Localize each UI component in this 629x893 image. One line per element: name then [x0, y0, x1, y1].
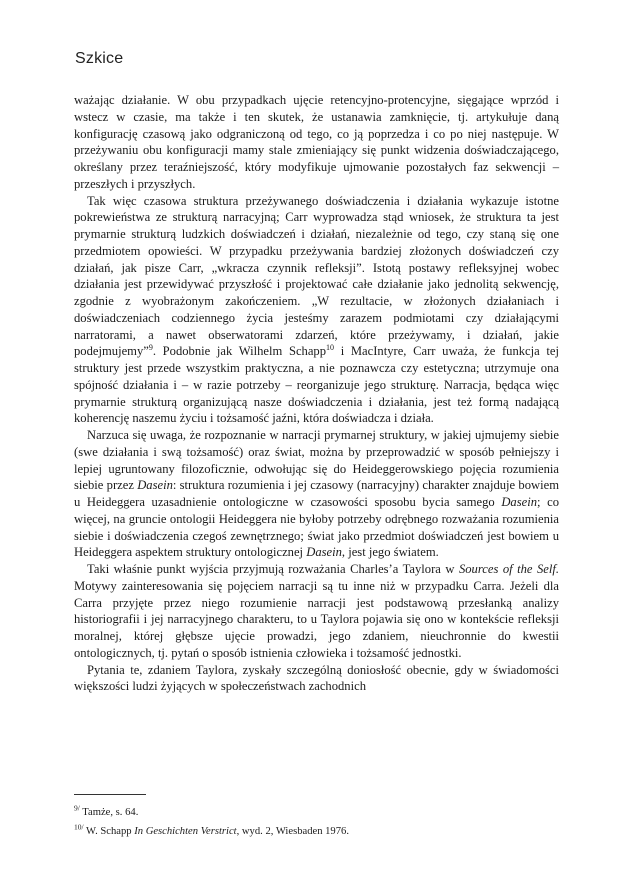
footnote-9-mark: 9/	[74, 803, 80, 813]
footnote-10-text-a: W. Schapp	[83, 826, 135, 837]
paragraph-4	[74, 561, 559, 662]
paragraph-3-text-a: Narzuca się uwaga, że rozpoznanie w narracji prymarnej struktury, w jakiej ujmujemy siebie (swe działania i swą tożsamość) oraz świat, można by przeprowadzić w sposób pełniejszy i lepiej ugruntowany filozoficznie, odwołując się do Heideggerowskiego pojęcia rozumienia siebie przez	[74, 428, 559, 493]
term-dasein-2: Dasein	[501, 495, 537, 509]
footnote-10-book-title: In Geschichten Verstrict	[134, 826, 237, 837]
footnote-ref-10[interactable]: 10	[326, 343, 335, 353]
footnote-9-text: Tamże, s. 64.	[79, 807, 139, 818]
footnote-divider	[74, 794, 146, 795]
term-dasein-1: Dasein	[137, 478, 173, 493]
paragraph-3	[74, 427, 559, 561]
paragraph-5: Pytania te, zdaniem Taylora, zyskały szczególną doniosłość obecnie, gdy w świadomości większości ludzi żyjących w społeczeństwach zachodnich	[74, 662, 559, 694]
book-title-sources-of-the-self: Sources of the Self.	[458, 562, 559, 576]
paragraph-2	[74, 193, 559, 428]
body-text	[74, 92, 559, 695]
footnote-10-text-b: , wyd. 2, Wiesbaden 1976.	[236, 826, 349, 837]
paragraph-1: ważając działanie. W obu przypadkach ujęcie retencyjno-protencyjne, sięgające wprzód i wstecz w czasie, ma także i ten skutek, że ustanawia zamknięcie, tj. artykułuje daną konfigurację czasową jako odgraniczoną od tego, co ją poprzedza i co po niej następuje. W przeżywaniu obu konfiguracji mamy stale zmieniający się punkt widzenia doświadczającego, określany przez teraźniejszość, który modyfikuje ujmowanie pozostałych faz sekwencji – przeszłych i przyszłych.	[74, 93, 559, 191]
footnote-ref-9[interactable]: 9	[148, 343, 153, 353]
paragraph-4-text-b: Motywy zainteresowania się pojęciem narracji są tu inne niż w przypadku Carra. Jeżeli dla Carra przyjęte przez niego rozumienie narracji jest podstawową przesłanką analizy historiografii i jej narracyjnego charakteru, to u Taylora pojawia się ono w kontekście refleksji moralnej, której głębsze ujęcie prowadzi, jego zdaniem, nieuchronnie do kwestii ontologicznych, tj. pytań o sposób istnienia człowieka i tożsamość jednostki.	[74, 578, 559, 660]
paragraph-3-text-c: ; co więcej, na gruncie ontologii Heideggera nie byłoby potrzeby odrębnego rozważania rozumienia siebie i doświadczenia czegoś zewnętrznego; świat jako przedmiot doświadczeń jest bowiem u Heideggera aspektem struktury ontologicznej	[74, 495, 559, 560]
paragraph-3-text-b: : struktura rozumienia i jej czasowy (narracyjny) charakter znajduje bowiem u Heideggera uzasadnienie ontologiczne w czasowości sposobu bycia samego	[74, 478, 559, 509]
footnotes	[74, 803, 559, 844]
paragraph-2-text-b: . Podobnie jak Wilhelm Schapp	[152, 344, 327, 359]
footnote-10-mark: 10/	[74, 822, 84, 832]
paragraph-2-text-a: Tak więc czasowa struktura przeżywanego doświadczenia i działania wykazuje istotne pokrewieństwa ze strukturą narracyjną; Carr wyprowadza stąd wniosek, że struktura ta jest prymarnie strukturą ludzkich doświadczeń i działań, niezależnie od tego, czy staną się one przedmiotem opowieści. W przypadku przeżywania bardziej złożonych doświadczeń czy działań, jak pisze Carr, „wkracza czynnik refleksji”. Istotą postawy refleksyjnej wobec działania jest przewidywać przyszłość i projektować całe działanie jako jednolitą sekwencję, zgodnie z wyobrażonym zakończeniem. „W rezultacie, w złożonych działaniach i doświadczeniach codziennego życia jesteśmy zarazem podmiotami czy działającymi narratorami, a nawet obserwatorami zdarzeń, które przeżywamy, i działań, jakie podejmujemy”	[74, 193, 559, 359]
footnote-9	[74, 803, 559, 820]
paragraph-3-text-d: , jest jego światem.	[341, 545, 439, 560]
term-dasein-3: Dasein	[306, 545, 342, 560]
paragraph-2-text-c: i MacIntyre, Carr uważa, że funkcja tej struktury jest przede wszystkim praktyczna, a nie poznawcza czy estetyczna; utrzymuje ona spójność działania i – w razie potrzeby – reorganizuje jego strukturę. Narracja, będąca więc prymarnie strukturą organizującą nasze doświadczenia i działania, jest też formą nadającą koherencję naszemu życiu i tożsamość jaźni, która doświadcza i działa.	[74, 344, 559, 426]
paragraph-4-text-a: Taki właśnie punkt wyjścia przyjmują rozważania Charles’a Taylora w	[87, 562, 459, 576]
running-head: Szkice	[75, 50, 124, 67]
footnote-10	[74, 822, 559, 839]
